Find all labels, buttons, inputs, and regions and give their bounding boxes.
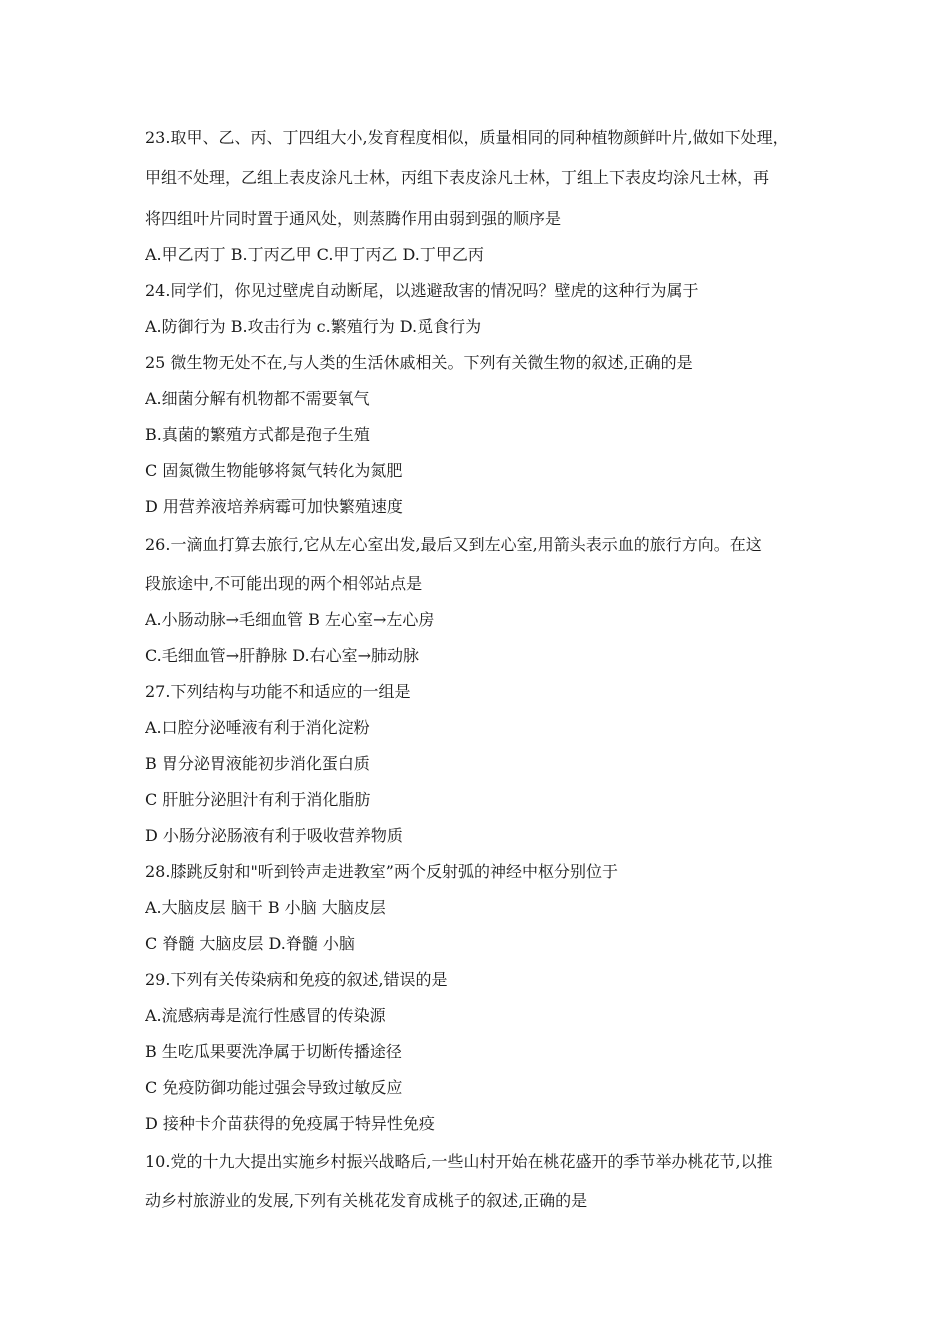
question-29-stem: 29.下列有关传染病和免疫的叙述,错误的是 (145, 970, 448, 989)
question-25-option-a: A.细菌分解有机物都不需要氧气 (145, 389, 370, 408)
question-26-stem-line-1: 26.一滴血打算去旅行,它从左心室出发,最后又到左心室,用箭头表示血的旅行方向。在这 (145, 535, 762, 554)
question-24-options: A.防御行为 B.攻击行为 c.繁殖行为 D.觅食行为 (145, 317, 482, 336)
question-28-options-cd: C 脊髓 大脑皮层 D.脊髓 小脑 (145, 934, 355, 953)
question-27-option-b: B 胃分泌胃液能初步消化蛋白质 (145, 754, 370, 773)
question-23-stem-line-1: 23.取甲、乙、丙、丁四组大小,发育程度相似，质量相同的同种植物颜鲜叶片,做如下处理， (145, 128, 789, 147)
question-28-stem: 28.膝跳反射和"听到铃声走进教室”两个反射弧的神经中枢分别位于 (145, 862, 618, 881)
question-26-options-cd: C.毛细血管→肝静脉 D.右心室→肺动脉 (145, 646, 420, 665)
question-23-options: A.甲乙丙丁 B.丁丙乙甲 C.甲丁丙乙 D.丁甲乙丙 (145, 245, 484, 264)
question-29-option-d: D 接种卡介苗获得的免疫属于特异性免疫 (145, 1114, 435, 1133)
question-23-stem-line-3: 将四组叶片同时置于通风处，则蒸腾作用由弱到强的顺序是 (145, 209, 562, 228)
question-27-option-d: D 小肠分泌肠液有利于吸收营养物质 (145, 826, 403, 845)
question-10-stem-line-2: 动乡村旅游业的发展,下列有关桃花发育成桃子的叙述,正确的是 (145, 1191, 588, 1210)
question-10-stem-line-1: 10.党的十九大提出实施乡村振兴战略后,一些山村开始在桃花盛开的季节举办桃花节,以推 (145, 1152, 773, 1171)
question-28-options-ab: A.大脑皮层 脑干 B 小脑 大脑皮层 (145, 898, 386, 917)
question-27-option-a: A.口腔分泌唾液有利于消化淀粉 (145, 718, 370, 737)
question-25-stem: 25 微生物无处不在,与人类的生活休戚相关。下列有关微生物的叙述,正确的是 (145, 353, 693, 372)
question-23-stem-line-2: 甲组不处理，乙组上表皮涂凡士林，丙组下表皮涂凡士林，丁组上下表皮均涂凡士林，再 (145, 168, 770, 187)
question-29-option-b: B 生吃瓜果要洗净属于切断传播途径 (145, 1042, 402, 1061)
question-26-stem-line-2: 段旅途中,不可能出现的两个相邻站点是 (145, 574, 423, 593)
question-29-option-c: C 免疫防御功能过强会导致过敏反应 (145, 1078, 403, 1097)
question-26-options-ab: A.小肠动脉→毛细血管 B 左心室→左心房 (145, 610, 435, 629)
question-24-stem: 24.同学们，你见过壁虎自动断尾，以逃避敌害的情况吗？壁虎的这种行为属于 (145, 281, 699, 300)
question-25-option-d: D 用营养液培养病霉可加快繁殖速度 (145, 497, 403, 516)
question-25-option-b: B.真菌的繁殖方式都是孢子生殖 (145, 425, 370, 444)
question-29-option-a: A.流感病毒是流行性感冒的传染源 (145, 1006, 386, 1025)
question-25-option-c: C 固氮微生物能够将氮气转化为氮肥 (145, 461, 403, 480)
question-27-stem: 27.下列结构与功能不和适应的一组是 (145, 682, 411, 701)
question-27-option-c: C 肝脏分泌胆汁有利于消化脂肪 (145, 790, 371, 809)
